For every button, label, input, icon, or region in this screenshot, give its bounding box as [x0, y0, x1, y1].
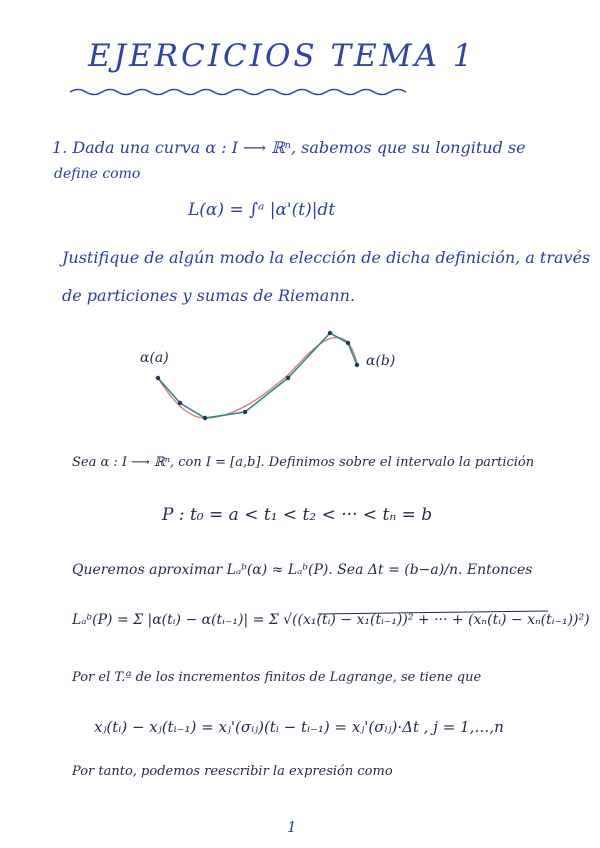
partition-definition: P : t₀ = a < t₁ < t₂ < ··· < tₙ = b — [162, 505, 433, 525]
curve-end-label: α(b) — [366, 353, 396, 369]
question-line-2: define como — [54, 166, 141, 182]
solution-line-3: Queremos aproximar Lₐᵇ(α) ≈ Lₐᵇ(P). Sea Δt = (b−a)/n. Entonces — [72, 562, 533, 578]
solution-line-5: Por el T.ª de los incrementos finitos de Lagrange, se tiene que — [72, 670, 482, 685]
solution-line-1: Sea α : I ⟶ ℝⁿ, con I = [a,b]. Definimos sobre el intervalo la partición — [72, 455, 535, 470]
solution-line-7: Por tanto, podemos reescribir la expresión como — [72, 764, 393, 779]
justify-line-2: de particiones y sumas de Riemann. — [62, 286, 356, 305]
length-formula: L(α) = ∫ᵃ |α'(t)|dt — [188, 200, 336, 220]
page-number: 1 — [287, 818, 297, 836]
title-wavy-underline — [70, 90, 406, 95]
question-line-1: 1. Dada una curva α : I ⟶ ℝⁿ, sabemos que su longitud se — [52, 138, 526, 157]
smooth-curve — [158, 338, 357, 418]
mean-value-formula: xⱼ(tᵢ) − xⱼ(tᵢ₋₁) = xⱼ'(σᵢⱼ)(tᵢ − tᵢ₋₁) = xⱼ'(σᵢⱼ)·Δt , j = 1,…,n — [94, 718, 504, 736]
riemann-sum-formula: Lₐᵇ(P) = Σ |α(tᵢ) − α(tᵢ₋₁)| = Σ √((x₁(tᵢ) − x₁(tᵢ₋₁))² + ··· + (xₙ(tᵢ) − xₙ(tᵢ₋₁))²) — [72, 612, 590, 628]
page-title: EJERCICIOS TEMA 1 — [88, 38, 476, 74]
justify-line-1: Justifique de algún modo la elección de dicha definición, a través — [62, 248, 591, 267]
curve-start-label: α(a) — [140, 350, 169, 366]
polygonal-approximation — [158, 333, 357, 418]
